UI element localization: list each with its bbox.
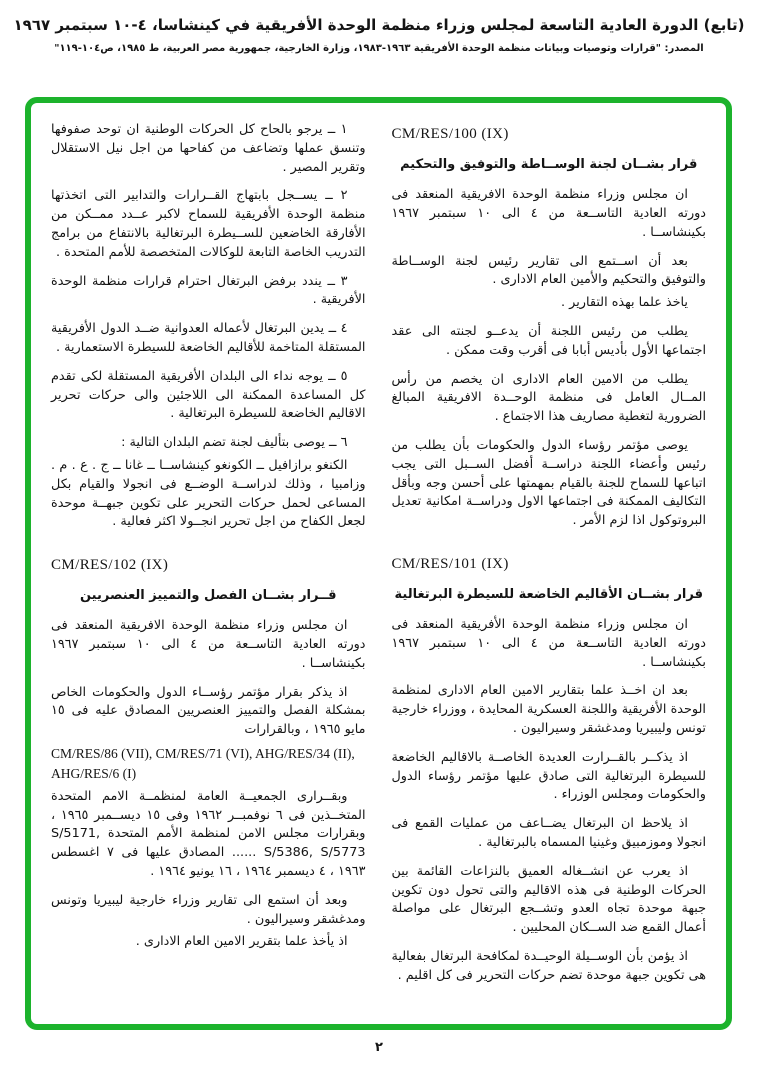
- paragraph: يطلب من رئيس اللجنة أن يدعــو لجنته الى عقد اجتماعها الأول بأديس أبابا فى أقرب وقت ممكن .: [391, 323, 706, 358]
- paragraph: اذ يؤمن بأن الوســيلة الوحيــدة لمكافحة البرتغال بفعالية هى تكوين جبهة موحدة تضم حركات التحرير فى كل اقليم .: [391, 949, 706, 983]
- paragraph: بعد ان اخــذ علما بتقارير الامين العام الادارى لمنظمة الوحدة الأفريقية واللجنة العسكرية المحايدة ، ووزراء خارجية تونس وليبيريا ومدغشقر وسيراليون .: [391, 683, 706, 737]
- paragraph: وبقــرارى الجمعيــة العامة لمنظمــة الامم المتحدة المتخــذين فى ٦ نوفمبــر ١٩٦٢ وفى ١٥ ديســمبر ١٩٦٥ ، وبقرارات مجلس الامن لمنظمة الأمم المتحدة S/5171, S/5386, S/5773 ...... المصادق عليها فى ٧ اغسطس ١٩٦٣ ، ٤ ديسمبر ١٩٦٤ ، ١٦ يونيو ١٩٦٤ .: [51, 788, 366, 879]
- numbered-item-1: ١ ــ يرجو بالحاح كل الحركات الوطنية ان توحد صفوفها وتنسق عملها وتضاعف من كفاحها من اجل نيل الاستقلال وتقرير المصير .: [51, 122, 366, 175]
- two-column-layout: [31, 103, 726, 1024]
- resolution-code-cm-res-101: CM/RES/101 (IX): [391, 555, 509, 572]
- paragraph: اذ يذكــر بالقــرارت العديدة الخاصــة بالاقاليم الخاضعة للسيطرة البرتغالية التى صادق عليها مؤتمر رؤساء الدول والحكومات ومجلس الوزراء .: [391, 749, 706, 803]
- paragraph: ان مجلس وزراء منظمة الوحدة الافريقية المنعقد فى دورته العادية التاســعة من ٤ الى ١٠ سبتمبر ١٩٦٧ بكينشاســا .: [391, 187, 707, 240]
- numbered-item-6: ٦ ــ يوصى بتأليف لجنة تضم البلدان التالية :: [121, 435, 348, 451]
- paragraph: ان مجلس وزراء منظمة الوحدة الافريقية المنعقد فى دورته العادية التاســعة من ٤ الى ١٠ سبتمبر ١٩٦٧ بكينشاســا .: [51, 618, 366, 671]
- paragraph: ان مجلس وزراء منظمة الوحدة الأفريقية المنعقد فى دورته العادية التاســعة من ٤ الى ١٠ سبتمبر ١٩٦٧ بكينشاســا .: [391, 617, 707, 670]
- paragraph: اذ يأخذ علما بتقرير الامين العام الادارى .: [135, 934, 348, 950]
- paragraph: وبعد أن استمع الى تقارير وزراء خارجية ليبيريا وتونس ومدغشقر وسيراليون .: [51, 892, 366, 927]
- page-header: [0, 16, 758, 54]
- paragraph: اذ يذكر بقرار مؤتمر رؤســاء الدول والحكومات الخاص بمشكلة الفصل والتمييز العنصريين المصادق عليه فى ١٥ مايو ١٩٦٥ ، وبالقرارات: [51, 684, 366, 738]
- green-content-frame: [25, 97, 732, 1030]
- right-column: [392, 121, 707, 1024]
- numbered-item-3: ٣ ــ يندد برفض البرتغال احترام قرارات منظمة الوحدة الأفريقية .: [51, 273, 366, 308]
- paragraph: بعد أن اســتمع الى تقارير رئيس لجنة الوســاطة والتوفيق والتحكيم والأمين العام الادارى .: [391, 253, 706, 288]
- resolution-title-cm-res-102: قــرار بشــان الفصل والتمييز العنصريين: [79, 588, 337, 604]
- numbered-item-2: ٢ ــ يســجل بابتهاج القــرارات والتدابير التى اتخذتها منظمة الوحدة الأفريقية للسماح لاكبر عــدد ممــكن من الأفارقة الخاضعين للســيطرة البرتغالية بالانتفاع من برامج التدريب الخاصة التابعة للوكالات المتخصصة للأمم المتحدة .: [51, 188, 366, 260]
- resolution-title-cm-res-101: قرار بشــان الأقاليم الخاضعة للسيطرة البرتغالية: [394, 586, 703, 602]
- numbered-item-5: ٥ ــ يوجه نداء الى البلدان الأفريقية المستقلة لكى تقدم كل المساعدة الممكنة الى اللاجئين والى حركات تحرير الاقاليم الخاضعة للسيطرة البرتغالية .: [51, 368, 366, 422]
- paragraph: يوصى مؤتمر رؤساء الدول والحكومات بأن يطلب من رئيس وأعضاء اللجنة دراســة أفضل الســبل التى يجب اتباعها للسماح للجنة بالقيام بمهمتها على أحسن وجه وبأقل التكاليف الممكنة فى اجتماعها الاول ودراســة امكانية تعديل البروتوكول اذا لزم الأمر .: [391, 437, 706, 529]
- left-column: [51, 121, 366, 1024]
- document-title: (تابع) الدورة العادية التاسعة لمجلس وزراء منظمة الوحدة الأفريقية في كينشاسا، ٤-١٠ سبتمبر ١٩٦٧: [13, 16, 745, 34]
- paragraph: ياخذ علما بهذه التقارير .: [561, 295, 688, 311]
- numbered-item-4: ٤ ــ يدين البرتغال لأعماله العدوانية ضــد الدول الأفريقية المستقلة المتاخمة للأقاليم الخاضعة للسيطرة الاستعمارية .: [51, 321, 366, 355]
- resolution-code-cm-res-102: CM/RES/102 (IX): [51, 557, 169, 574]
- page-number: ٢: [375, 1040, 383, 1055]
- document-source-line: المصدر: "قرارات وتوصيات وبيانات منظمة الوحدة الأفريقية ١٩٦٣-١٩٨٣، وزارة الخارجية، جمهورية مصر العربية، ط ١٩٨٥، ص١٠٤-١١٩": [54, 43, 704, 54]
- cited-resolutions-line: CM/RES/86 (VII), CM/RES/71 (VI), AHG/RES/34 (II), AHG/RES/6 (I): [51, 746, 355, 781]
- resolution-title-cm-res-100: قرار بشــان لجنة الوســاطة والتوفيق والتحكيم: [400, 157, 698, 173]
- paragraph: يطلب من الامين العام الادارى ان يخصم من رأس المــال العامل فى منظمة الوحــدة الافريقية المبالغ الضرورية لتغطية مصاريف هذا الاجتماع .: [391, 371, 706, 425]
- paragraph: اذ يعرب عن انشــغاله العميق بالنزاعات القائمة بين الحركات الوطنية فى هذه الاقاليم والتى تحول دون تكوين جبهة موحدة تجاه العدو وتشــجع البرتغال على مواصلة أعمال القمع ضد الســكان المحليين .: [391, 863, 706, 936]
- paragraph: الكنغو برازافيل ــ الكونغو كينشاســا ــ غانا ــ ج . ع . م . وزامبيا ، وذلك لدراســة الوضــع فى انجولا والقيام بكل المساعى لحمل حركات التحرير على تكوين جبهــة موحدة لجعل الكفاح من اجل تحرير انجــولا اكثر فعالية .: [51, 457, 366, 530]
- paragraph: اذ يلاحظ ان البرتغال يضــاعف من عمليات القمع فى انجولا وموزمبيق وغينيا المسماه بالبرتغالية .: [391, 816, 706, 851]
- resolution-code-cm-res-100: CM/RES/100 (IX): [391, 126, 509, 142]
